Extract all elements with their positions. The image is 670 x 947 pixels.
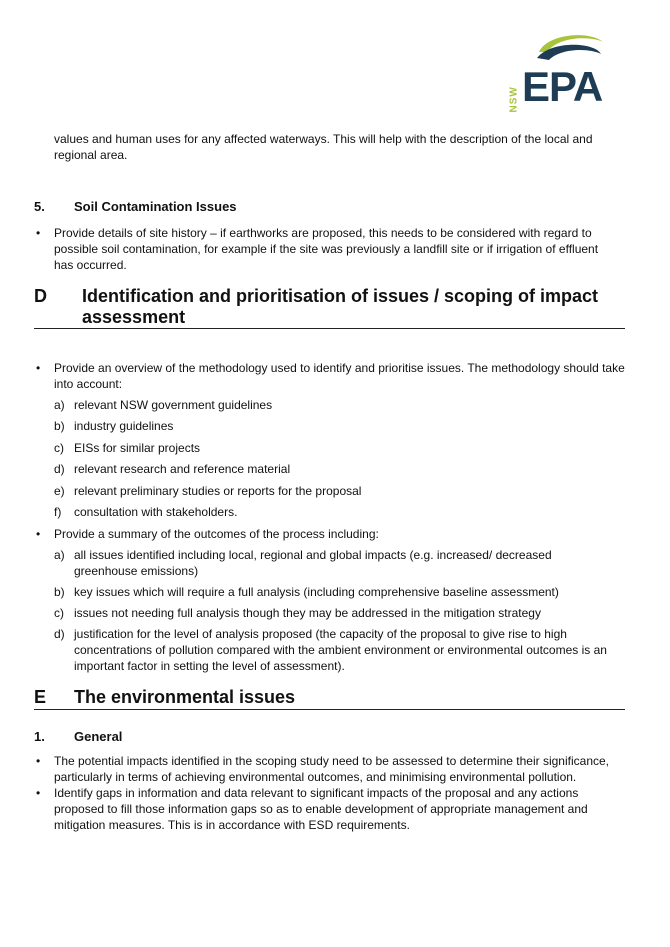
list-marker: b) xyxy=(54,585,65,599)
list-item: relevant preliminary studies or reports for the proposal xyxy=(74,484,362,498)
list-marker: d) xyxy=(54,627,65,641)
list-item: consultation with stakeholders. xyxy=(74,505,238,519)
section-d-bullet-2: Provide a summary of the outcomes of the process including: xyxy=(54,527,379,541)
list-item: justification for the level of analysis proposed (the capacity of the proposal to give rise to high concentrations of pollution compared with the ambient environment or environmental outcomes is an important factor in setting the level of assessment). xyxy=(74,627,607,673)
section-e-title: The environmental issues xyxy=(74,687,296,707)
section-5-bullet: Provide details of site history – if earthworks are proposed, this needs to be considered with regard to possible soil contamination, for example if the site was previously a landfill site or if irrigation of effluent has occurred. xyxy=(54,226,599,272)
list-marker: b) xyxy=(54,419,65,433)
list-item: issues not needing full analysis though they may be addressed in the mitigation strategy xyxy=(74,606,541,620)
list-marker: f) xyxy=(54,505,62,519)
bullet-icon: • xyxy=(36,226,41,240)
list-item: relevant research and reference material xyxy=(74,462,291,476)
epa-logo xyxy=(503,30,628,112)
list-marker: d) xyxy=(54,462,65,476)
section-e-bullet-2: Identify gaps in information and data relevant to significant impacts of the proposal and any actions proposed to fill those information gaps so as to enable development of appropriate management and mitigation measures. This is in accordance with ESD requirements. xyxy=(54,786,588,832)
list-item: industry guidelines xyxy=(74,419,174,433)
list-item: relevant NSW government guidelines xyxy=(74,398,273,412)
list-item: key issues which will require a full analysis (including comprehensive baseline assessment) xyxy=(74,585,559,599)
list-marker: c) xyxy=(54,606,64,620)
continuation-paragraph: values and human uses for any affected waterways. This will help with the description of the local and regional area. xyxy=(54,132,593,162)
section-e-letter: E xyxy=(34,687,47,707)
section-5-number: 5. xyxy=(34,199,45,214)
section-e-bullet-1: The potential impacts identified in the scoping study need to be assessed to determine their significance, particularly in terms of achieving environmental outcomes, and minimising environmental pollution. xyxy=(54,754,609,784)
section-e-rule xyxy=(34,709,625,710)
section-5-title: Soil Contamination Issues xyxy=(74,199,237,214)
section-e1-title: General xyxy=(74,729,123,744)
section-d-letter: D xyxy=(34,286,47,306)
logo-nsw: NSW xyxy=(508,86,520,113)
section-d-bullet-1: Provide an overview of the methodology used to identify and prioritise issues. The methodology should take into account: xyxy=(54,361,625,391)
logo-epa: EPA xyxy=(522,63,603,110)
list-marker: a) xyxy=(54,398,65,412)
bullet-icon: • xyxy=(36,786,41,800)
bullet-icon: • xyxy=(36,361,41,375)
section-e1-number: 1. xyxy=(34,729,45,744)
list-marker: a) xyxy=(54,548,65,562)
list-marker: e) xyxy=(54,484,65,498)
list-item: EISs for similar projects xyxy=(74,441,201,455)
list-item: all issues identified including local, regional and global impacts (e.g. increased/ decreased greenhouse emissions) xyxy=(74,548,552,578)
section-d-rule xyxy=(34,328,625,329)
section-d-title: Identification and prioritisation of issues / scoping of impact assessment xyxy=(82,286,599,327)
list-marker: c) xyxy=(54,441,64,455)
bullet-icon: • xyxy=(36,527,41,541)
bullet-icon: • xyxy=(36,754,41,768)
